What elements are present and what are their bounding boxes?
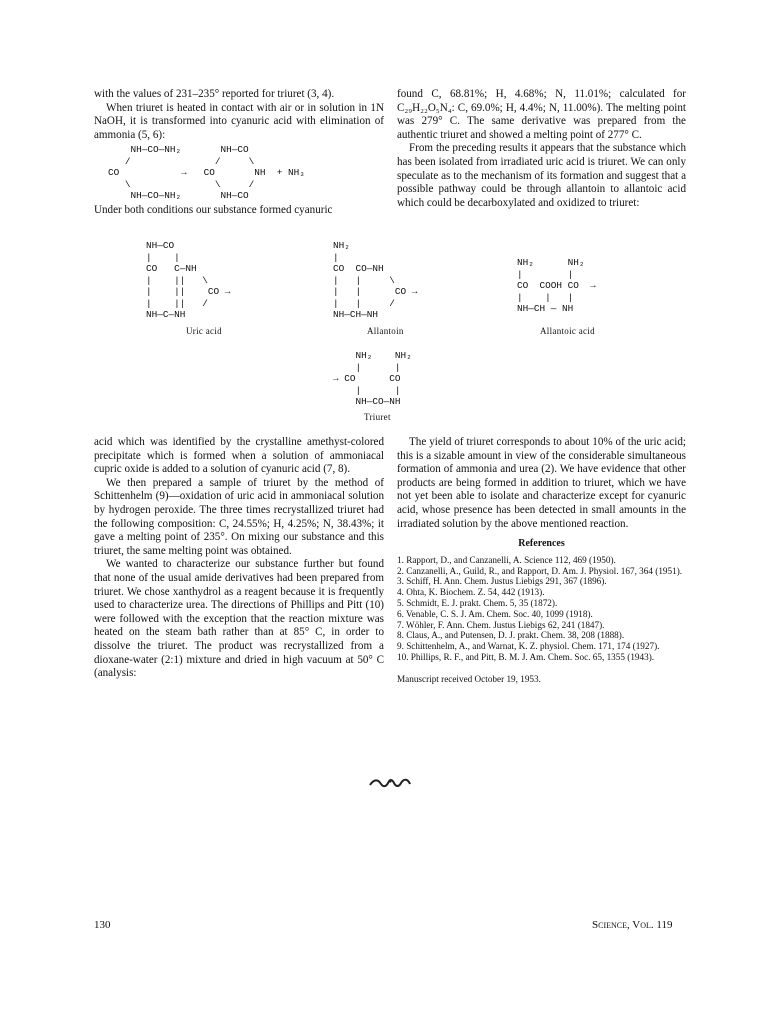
reference-item: 1. Rapport, D., and Canzanelli, A. Science 112, 469 (1950). xyxy=(397,554,616,565)
uric-acid-structure: NH—CO | | CO C—NH | || \ | || CO → | || / NH—C—NH xyxy=(146,240,231,320)
reference-item: 9. Schittenhelm, A., and Warnat, K. Z. physiol. Chem. 171, 174 (1927). xyxy=(397,641,660,652)
references-heading: References xyxy=(518,538,565,550)
reference-item: 8. Claus, A., and Putensen, D. J. prakt. Chem. 38, 208 (1888). xyxy=(397,630,625,641)
allantoin-structure: NH₂ | CO CO—NH | | \ | | CO → | | / NH—CH—NH xyxy=(333,240,418,320)
allantoic-acid-structure: NH₂ NH₂ | | CO COOH CO → | | | NH—CH — NH xyxy=(517,257,596,314)
paragraph-schittenhelm-method: We then prepared a sample of triuret by the method of Schittenhelm (9)—oxidation of uric acid in ammoniacal solution by hydrogen peroxide. The three times recrystallized triuret had the following composition: C, 24.55%; H, 4.25%; N, 38.43%; it gave a melting point of 235°. On mixing our substance and this triuret, the same melting point was obtained. xyxy=(94,476,384,557)
manuscript-received: Manuscript received October 19, 1953. xyxy=(397,673,541,684)
left-column-bottom xyxy=(94,436,384,681)
triuret-structure: NH₂ NH₂ | | → CO CO | | NH—CO—NH xyxy=(333,350,412,407)
allantoic-acid-label: Allantoic acid xyxy=(540,326,595,336)
right-column-bottom xyxy=(397,436,686,686)
reference-item: 4. Ohta, K. Biochem. Z. 54, 442 (1913). xyxy=(397,587,545,598)
uric-acid-label: Uric acid xyxy=(186,326,222,336)
reference-item: 10. Phillips, R. F., and Pitt, B. M. J. Am. Chem. Soc. 65, 1355 (1943). xyxy=(397,651,655,662)
reference-item: 5. Schmidt, E. J. prakt. Chem. 5, 35 (1872). xyxy=(397,597,558,608)
paragraph-analysis-results: found C, 68.81%; H, 4.68%; N, 11.01%; calculated for C₂₉H₂₂O₅N₄: C, 69.0%; H, 4.4%; N, 11.00%). The melting point was 279° C. The same derivative was prepared from the authentic triuret and showed a melting point of 277° C. xyxy=(397,88,686,141)
paragraph-xanthydrol: We wanted to characterize our substance further but found that none of the usual amide derivatives had been prepared from triuret. We chose xanthydrol as a reagent because it is frequently used to characterize urea. The directions of Phillips and Pitt (10) were followed with the exception that the reaction mixture was heated on the steam bath rather than at 85° C, in order to dissolve the triuret. The product was recrystallized from a dioxane-water (2:1) mixture and dried in high vacuum at 50° C (analysis: xyxy=(94,558,384,680)
right-column-top xyxy=(397,88,686,210)
reference-item: 6. Venable, C. S. J. Am. Chem. Soc. 40, 1099 (1918). xyxy=(397,608,593,619)
cyanuric-acid-equation: NH—CO—NH₂ NH—CO / / \ CO → CO NH + NH₃ \ \ / NH—CO—NH₂ NH—CO xyxy=(108,144,305,202)
reference-item: 7. Wöhler, F. Ann. Chem. Justus Liebigs 62, 241 (1847). xyxy=(397,619,605,630)
reference-item: 3. Schiff, H. Ann. Chem. Justus Liebigs 291, 367 (1896). xyxy=(397,576,607,587)
triuret-label: Triuret xyxy=(364,412,391,422)
reference-item: 2. Canzanelli, A., Guild, R., and Rapport, D. Am. J. Physiol. 167, 364 (1951). xyxy=(397,565,683,576)
allantoin-label: Allantoin xyxy=(367,326,404,336)
paragraph-melting-values: with the values of 231–235° reported for triuret (3, 4). xyxy=(94,88,335,100)
paragraph-preceding-results: From the preceding results it appears that the substance which has been isolated from irradiated uric acid is triuret. We can only speculate as to the mechanism of its formation and suggest that a possible pathway could be through allantoin to allantoic acid which could be decarboxylated and oxidized to triuret: xyxy=(397,142,686,209)
paragraph-yield: The yield of triuret corresponds to about 10% of the uric acid; this is a sizable amount in view of the considerable simultaneous formation of ammonia and urea (2). We have evidence that other products are being formed in addition to triuret, which we have not yet been able to isolate and characterize except for cyanuric acid, whose presence has been detected in small amounts in the irradiated solution by the above mentioned reaction. xyxy=(397,436,686,530)
page-number: 130 xyxy=(94,919,111,931)
paragraph-both-conditions: Under both conditions our substance formed cyanuric xyxy=(94,203,333,216)
ornament-divider-icon xyxy=(368,776,412,790)
paragraph-heated-triuret: When triuret is heated in contact with air or in solution in 1N NaOH, it is transformed into cyanuric acid with elimination of ammonia (5, 6): xyxy=(94,101,384,141)
journal-footer: Science, Vol. 119 xyxy=(592,919,673,931)
references-list xyxy=(397,555,686,663)
left-column-top xyxy=(94,88,384,217)
paragraph-cyanuric-identified: acid which was identified by the crystalline amethyst-colored precipitate which is formed when a solution of ammoniacal cupric oxide is added to a solution of cyanuric acid (7, 8). xyxy=(94,436,384,476)
